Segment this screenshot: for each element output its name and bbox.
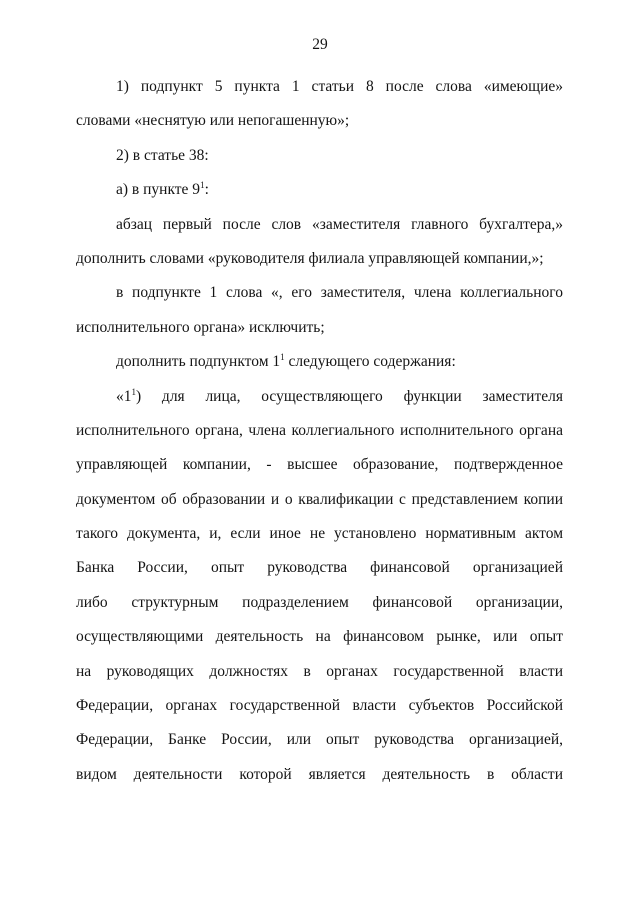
paragraph-6 (76, 345, 563, 379)
paragraph-2 (76, 139, 563, 173)
text-line: либо структурным подразделением финансовой организации, (76, 593, 563, 611)
text-line: Федерации, Банке России, или опыт руководства организацией, (76, 731, 563, 749)
text-line: словами «неснятую или непогашенную»; (76, 112, 350, 130)
text-line: видом деятельности которой является деятельность в области (76, 765, 563, 783)
page-number: 29 (312, 36, 328, 53)
text-line: на руководящих должностях в органах государственной власти (76, 662, 563, 680)
superscript: 1 (200, 180, 205, 191)
text-fragment: ) для лица, осуществляющего функции заместителя (136, 387, 563, 405)
text-fragment: а) в пункте 9 (116, 181, 201, 199)
text-line: документом об образовании и о квалификации с представлением копии (76, 490, 563, 508)
text-fragment: дополнить подпунктом 1 (116, 353, 281, 371)
paragraph-5 (76, 276, 563, 345)
document-body (76, 70, 563, 792)
paragraph-4 (76, 208, 563, 277)
text-line (76, 380, 563, 414)
paragraph-7 (76, 380, 563, 793)
text-line: в подпункте 1 слова «, его заместителя, члена коллегиального (116, 284, 563, 302)
text-line (76, 173, 563, 207)
text-fragment: «1 (116, 387, 132, 405)
superscript: 1 (131, 386, 136, 397)
text-line: абзац первый после слов «заместителя главного бухгалтера,» (116, 215, 563, 233)
text-line: такого документа, и, если иное не установлено нормативным актом (76, 525, 563, 543)
paragraph-1 (76, 70, 563, 139)
text-fragment: : (204, 181, 209, 199)
text-line: осуществляющими деятельность на финансовом рынке, или опыт (76, 628, 563, 646)
paragraph-3 (76, 173, 563, 207)
text-line: Федерации, органах государственной власти субъектов Российской (76, 697, 563, 715)
text-line: управляющей компании, - высшее образование, подтвержденное (76, 456, 563, 474)
text-line: 2) в статье 38: (116, 146, 209, 164)
text-line (76, 345, 563, 379)
text-line: Банка России, опыт руководства финансовой организацией (76, 559, 563, 577)
text-line: исполнительного органа, члена коллегиального исполнительного органа (76, 421, 563, 439)
text-fragment: следующего содержания: (284, 353, 456, 371)
text-line: дополнить словами «руководителя филиала управляющей компании,»; (76, 249, 544, 267)
text-line: исполнительного органа» исключить; (76, 318, 325, 336)
text-line: 1) подпункт 5 пункта 1 статьи 8 после слова «имеющие» (116, 78, 563, 95)
superscript: 1 (280, 352, 285, 363)
